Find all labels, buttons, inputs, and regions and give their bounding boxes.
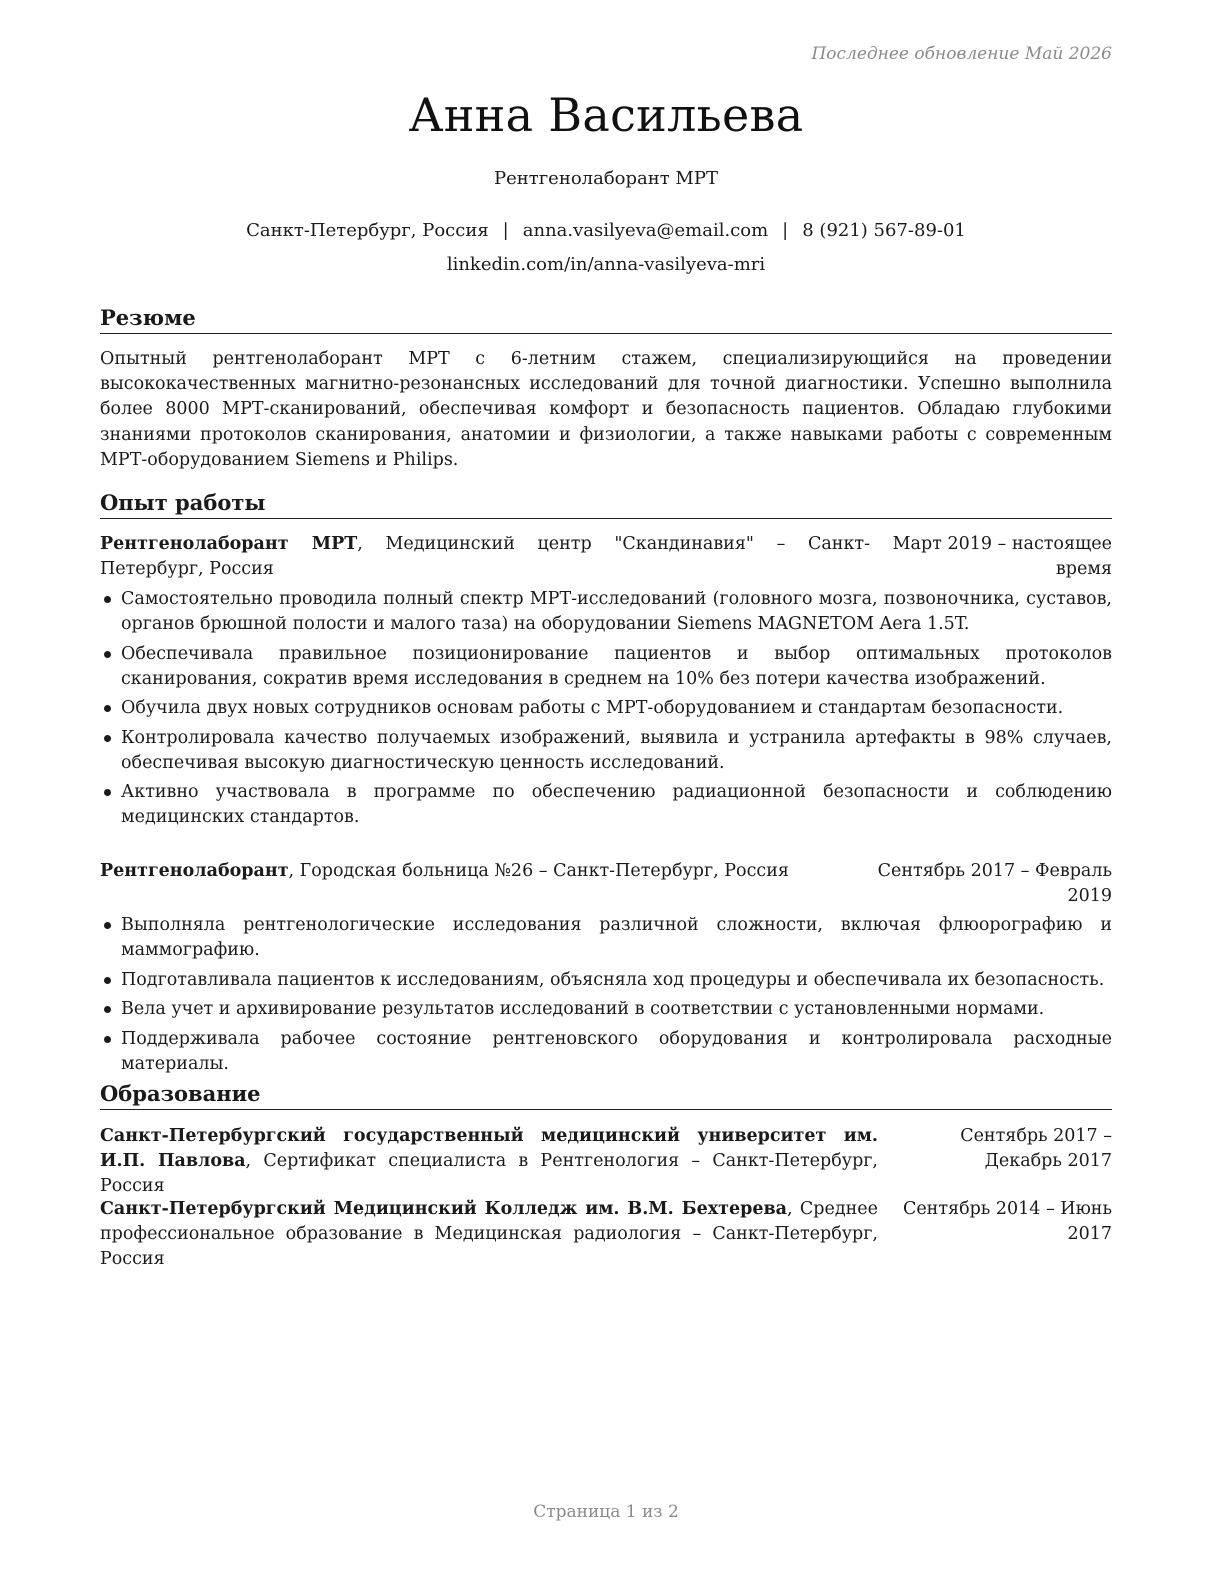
summary-text: Опытный рентгенолаборант МРТ с 6-летним стажем, специализирующийся на проведении высококачественных магнитно-резонансных исследований для точной диагностики. Успешно выполнила более 8000 МРТ-сканирований, обеспечивая комфорт и безопасность пациентов. Обладаю глубокими знаниями протоколов сканирования, анатомии и физиологии, а также навыками работы с современным МРТ-оборудованием Siemens и Philips.	[100, 349, 1112, 470]
job-bullet-list	[100, 913, 1112, 1081]
phone-number: 8 (921) 567-89-01	[802, 220, 966, 241]
education-entry	[100, 1124, 1112, 1196]
job-entry-title	[100, 859, 860, 884]
job-title: Рентгенолаборант МРТ	[494, 168, 718, 189]
job-dates: Март 2019 – настоящее время	[892, 534, 1112, 579]
section-heading-experience: Опыт работы	[100, 489, 1112, 519]
job-position: Рентгенолаборант	[100, 861, 289, 881]
contact-line	[100, 220, 1112, 241]
job-entry-header	[100, 859, 1112, 909]
education-dates: Сентябрь 2014 – Июнь 2017	[902, 1199, 1112, 1244]
job-dates: Сентябрь 2017 – Февраль 2019	[877, 861, 1112, 906]
job-entry-header	[100, 532, 1112, 582]
job-bullet-list	[100, 587, 1112, 835]
job-employer: , Медицинский центр "Скандинавия" – Санкт-Петербург, Россия	[100, 534, 871, 579]
list-item: Самостоятельно проводила полный спектр МРТ-исследований (головного мозга, позвоночника, суставов, органов брюшной полости и малого таза) на оборудовании Siemens MAGNETOM Aera 1.5T.	[100, 587, 1112, 637]
page-number: Страница 1 из 2	[533, 1502, 679, 1522]
job-position: Рентгенолаборант МРТ	[100, 534, 358, 554]
last-updated-note: Последнее обновление Май 2026	[811, 44, 1112, 64]
list-item: Подготавливала пациентов к исследованиям, объясняла ход процедуры и обеспечивала их безопасность.	[100, 968, 1112, 993]
list-item: Активно участвовала в программе по обеспечению радиационной безопасности и соблюдению медицинских стандартов.	[100, 780, 1112, 830]
list-item: Поддерживала рабочее состояние рентгеновского оборудования и контролировала расходные материалы.	[100, 1027, 1112, 1077]
list-item: Обеспечивала правильное позиционирование пациентов и выбор оптимальных протоколов сканирования, сократив время исследования в среднем на 10% без потери качества изображений.	[100, 642, 1112, 692]
education-entry-title	[100, 1124, 878, 1199]
email-link[interactable]: anna.vasilyeva@email.com	[522, 220, 769, 241]
education-entry-title	[100, 1197, 878, 1272]
separator: |	[502, 220, 509, 241]
education-entry	[100, 1197, 1112, 1269]
education-dates: Сентябрь 2017 – Декабрь 2017	[960, 1126, 1112, 1171]
job-entry-title	[100, 532, 870, 582]
job-employer: , Городская больница №26 – Санкт-Петербург, Россия	[288, 861, 789, 881]
education-detail: , Среднее профессиональное образование в Медицинская радиология – Санкт-Петербург, Россия	[100, 1199, 878, 1269]
list-item: Выполняла рентгенологические исследования различной сложности, включая флюорографию и маммографию.	[100, 913, 1112, 963]
education-detail: , Сертификат специалиста в Рентгенология – Санкт-Петербург, Россия	[100, 1151, 878, 1196]
separator: |	[782, 220, 789, 241]
institution-name: Санкт-Петербургский Медицинский Колледж им. В.М. Бехтерева	[100, 1199, 787, 1219]
linkedin-link[interactable]: linkedin.com/in/anna-vasilyeva-mri	[446, 254, 766, 275]
section-heading-education: Образование	[100, 1080, 1112, 1110]
resume-page	[100, 0, 1112, 1584]
institution-name: Санкт-Петербургский государственный медицинский университет им. И.П. Павлова	[100, 1126, 878, 1171]
list-item: Вела учет и архивирование результатов исследований в соответствии с установленными нормами.	[100, 997, 1112, 1022]
section-heading-summary: Резюме	[100, 304, 1112, 334]
candidate-name: Анна Васильева	[408, 88, 804, 142]
location: Санкт-Петербург, Россия	[246, 220, 489, 241]
list-item: Обучила двух новых сотрудников основам работы с МРТ-оборудованием и стандартам безопасности.	[100, 696, 1112, 721]
list-item: Контролировала качество получаемых изображений, выявила и устранила артефакты в 98% случаев, обеспечивая высокую диагностическую ценность исследований.	[100, 726, 1112, 776]
